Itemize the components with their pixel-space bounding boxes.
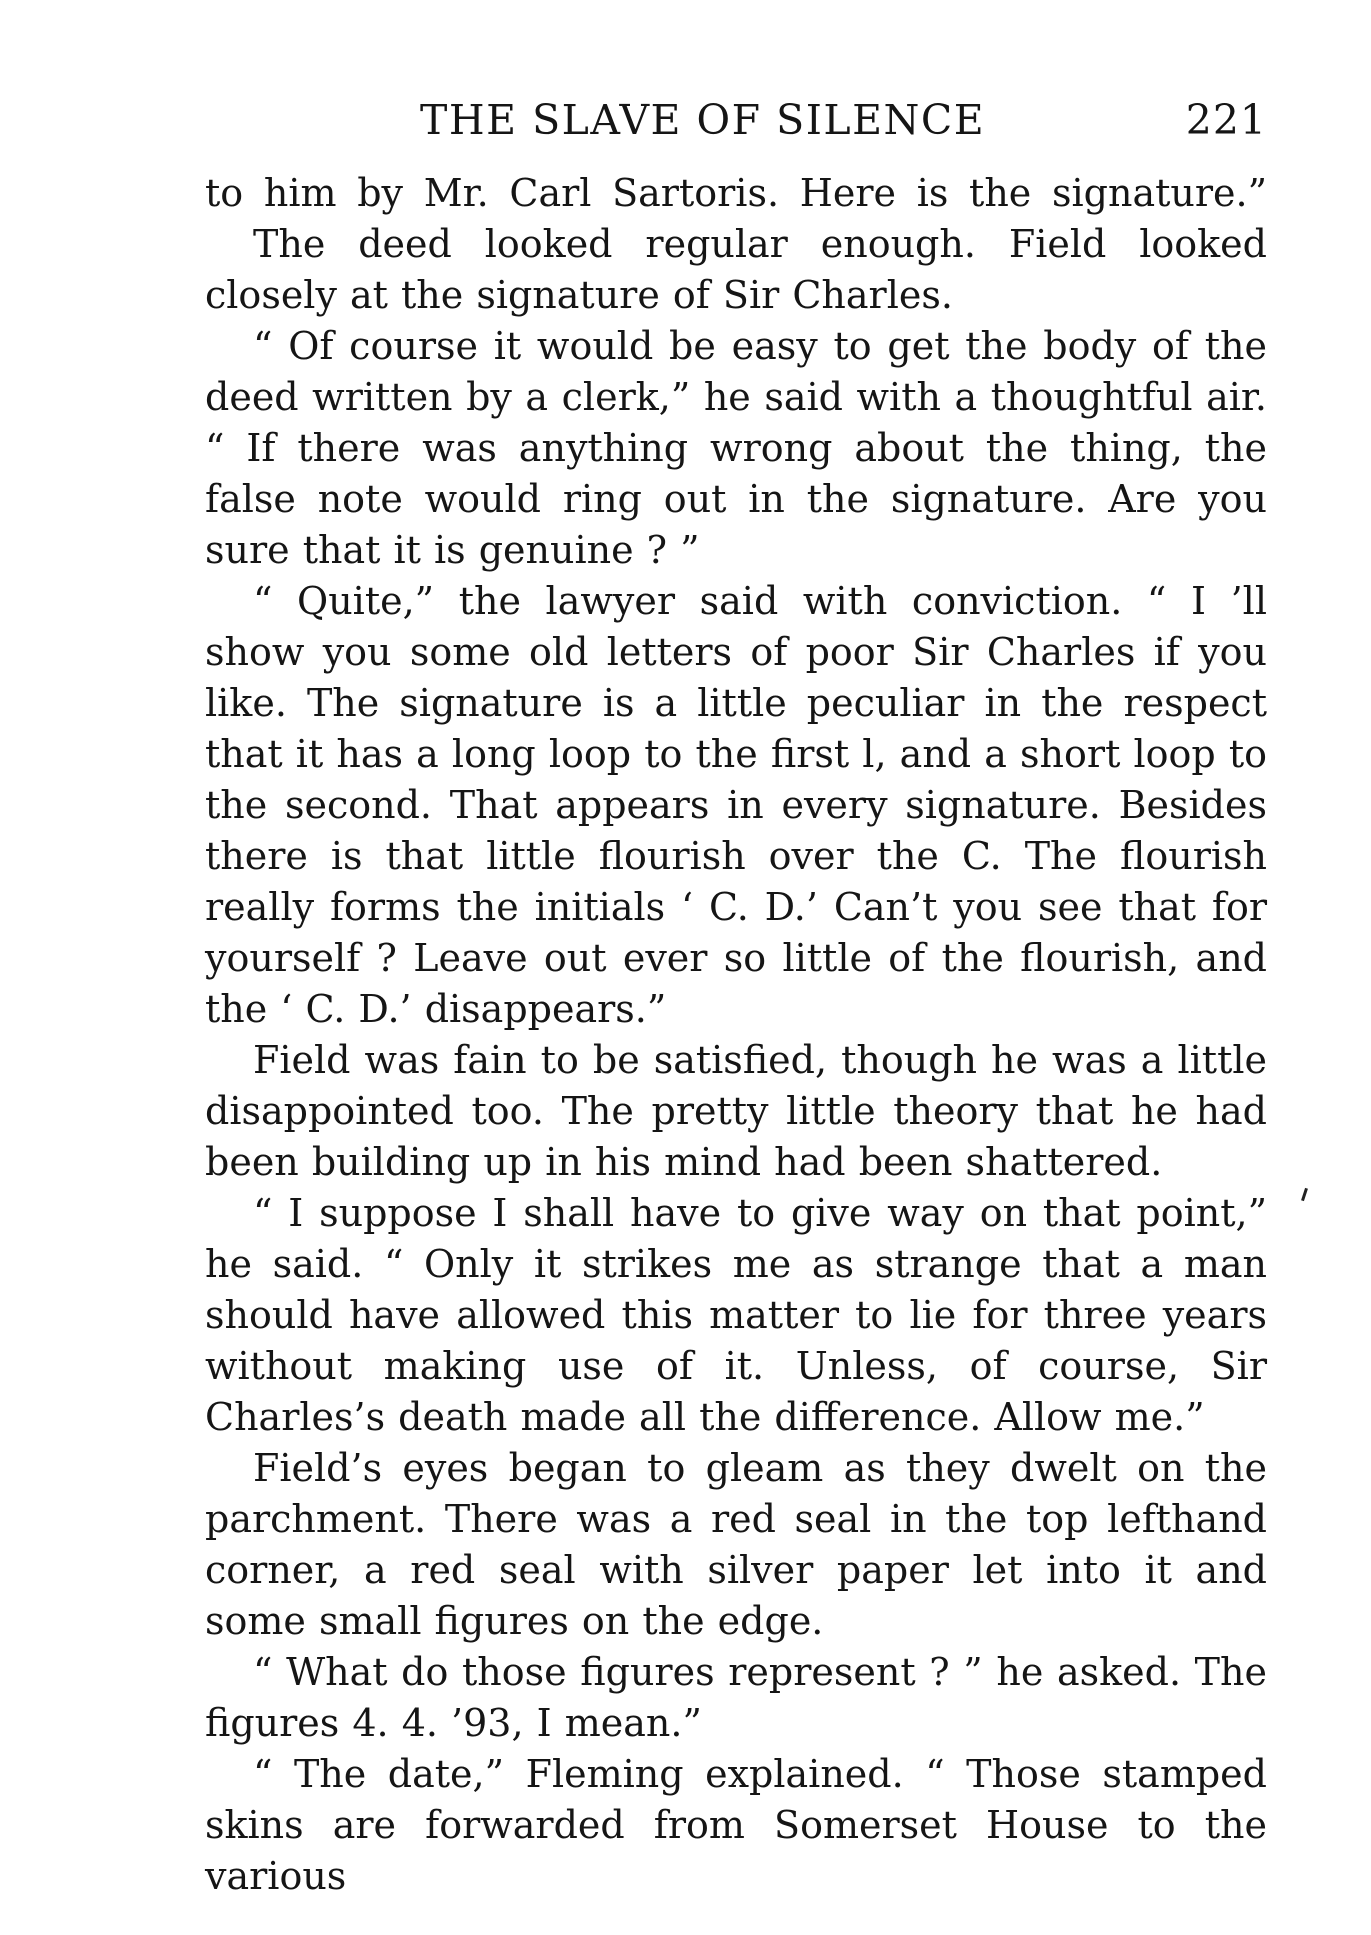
paragraph-2: The deed looked regular enough. Field looked closely at the signature of Sir Charles. (205, 222, 1267, 317)
paragraph-3: “ Of course it would be easy to get the body of the deed written by a clerk,” he said with a thoughtful air. “ If there was anything wrong about the thing, the false note would ring out in the signature. Are you sure that it is genuine ? ” (205, 324, 1267, 572)
paragraph-6: “ I suppose I shall have to give way on that point,” he said. “ Only it strikes me as strange that a man should have allowed this matter to lie for three years without making use of it. Unless, of course, Sir Charles’s death made all the difference. Allow me.” (205, 1191, 1267, 1439)
paragraph-7: Field’s eyes began to gleam as they dwelt on the parchment. There was a red seal in the top lefthand corner, a red seal with silver paper let into it and some small figures on the edge. (205, 1446, 1267, 1643)
paragraph-9: “ The date,” Fleming explained. “ Those stamped skins are forwarded from Somerset House to the various (205, 1752, 1267, 1898)
running-title: THE SLAVE OF SILENCE (420, 96, 986, 144)
stray-ink-mark (1301, 1188, 1308, 1201)
paragraph-8: “ What do those figures represent ? ” he asked. The figures 4. 4. ’93, I mean.” (205, 1650, 1267, 1745)
paragraph-4: “ Quite,” the lawyer said with conviction. “ I ’ll show you some old letters of poor Sir Charles if you like. The signature is a little peculiar in the respect that it has a long loop to the first l, and a short loop to the second. That appears in every signature. Besides there is that little flourish over the C. The flourish really forms the initials ‘ C. D.’ Can’t you see that for yourself ? Leave out ever so little of the flourish, and the ‘ C. D.’ disappears.” (205, 579, 1267, 1031)
paragraph-5: Field was fain to be satisfied, though he was a little disappointed too. The pretty little theory that he had been building up in his mind had been shattered. (205, 1038, 1267, 1184)
page-number: 221 (1185, 96, 1267, 144)
paragraph-1: to him by Mr. Carl Sartoris. Here is the signature.” (205, 171, 1267, 215)
body-text (205, 168, 1267, 1902)
page-header (205, 92, 1267, 152)
